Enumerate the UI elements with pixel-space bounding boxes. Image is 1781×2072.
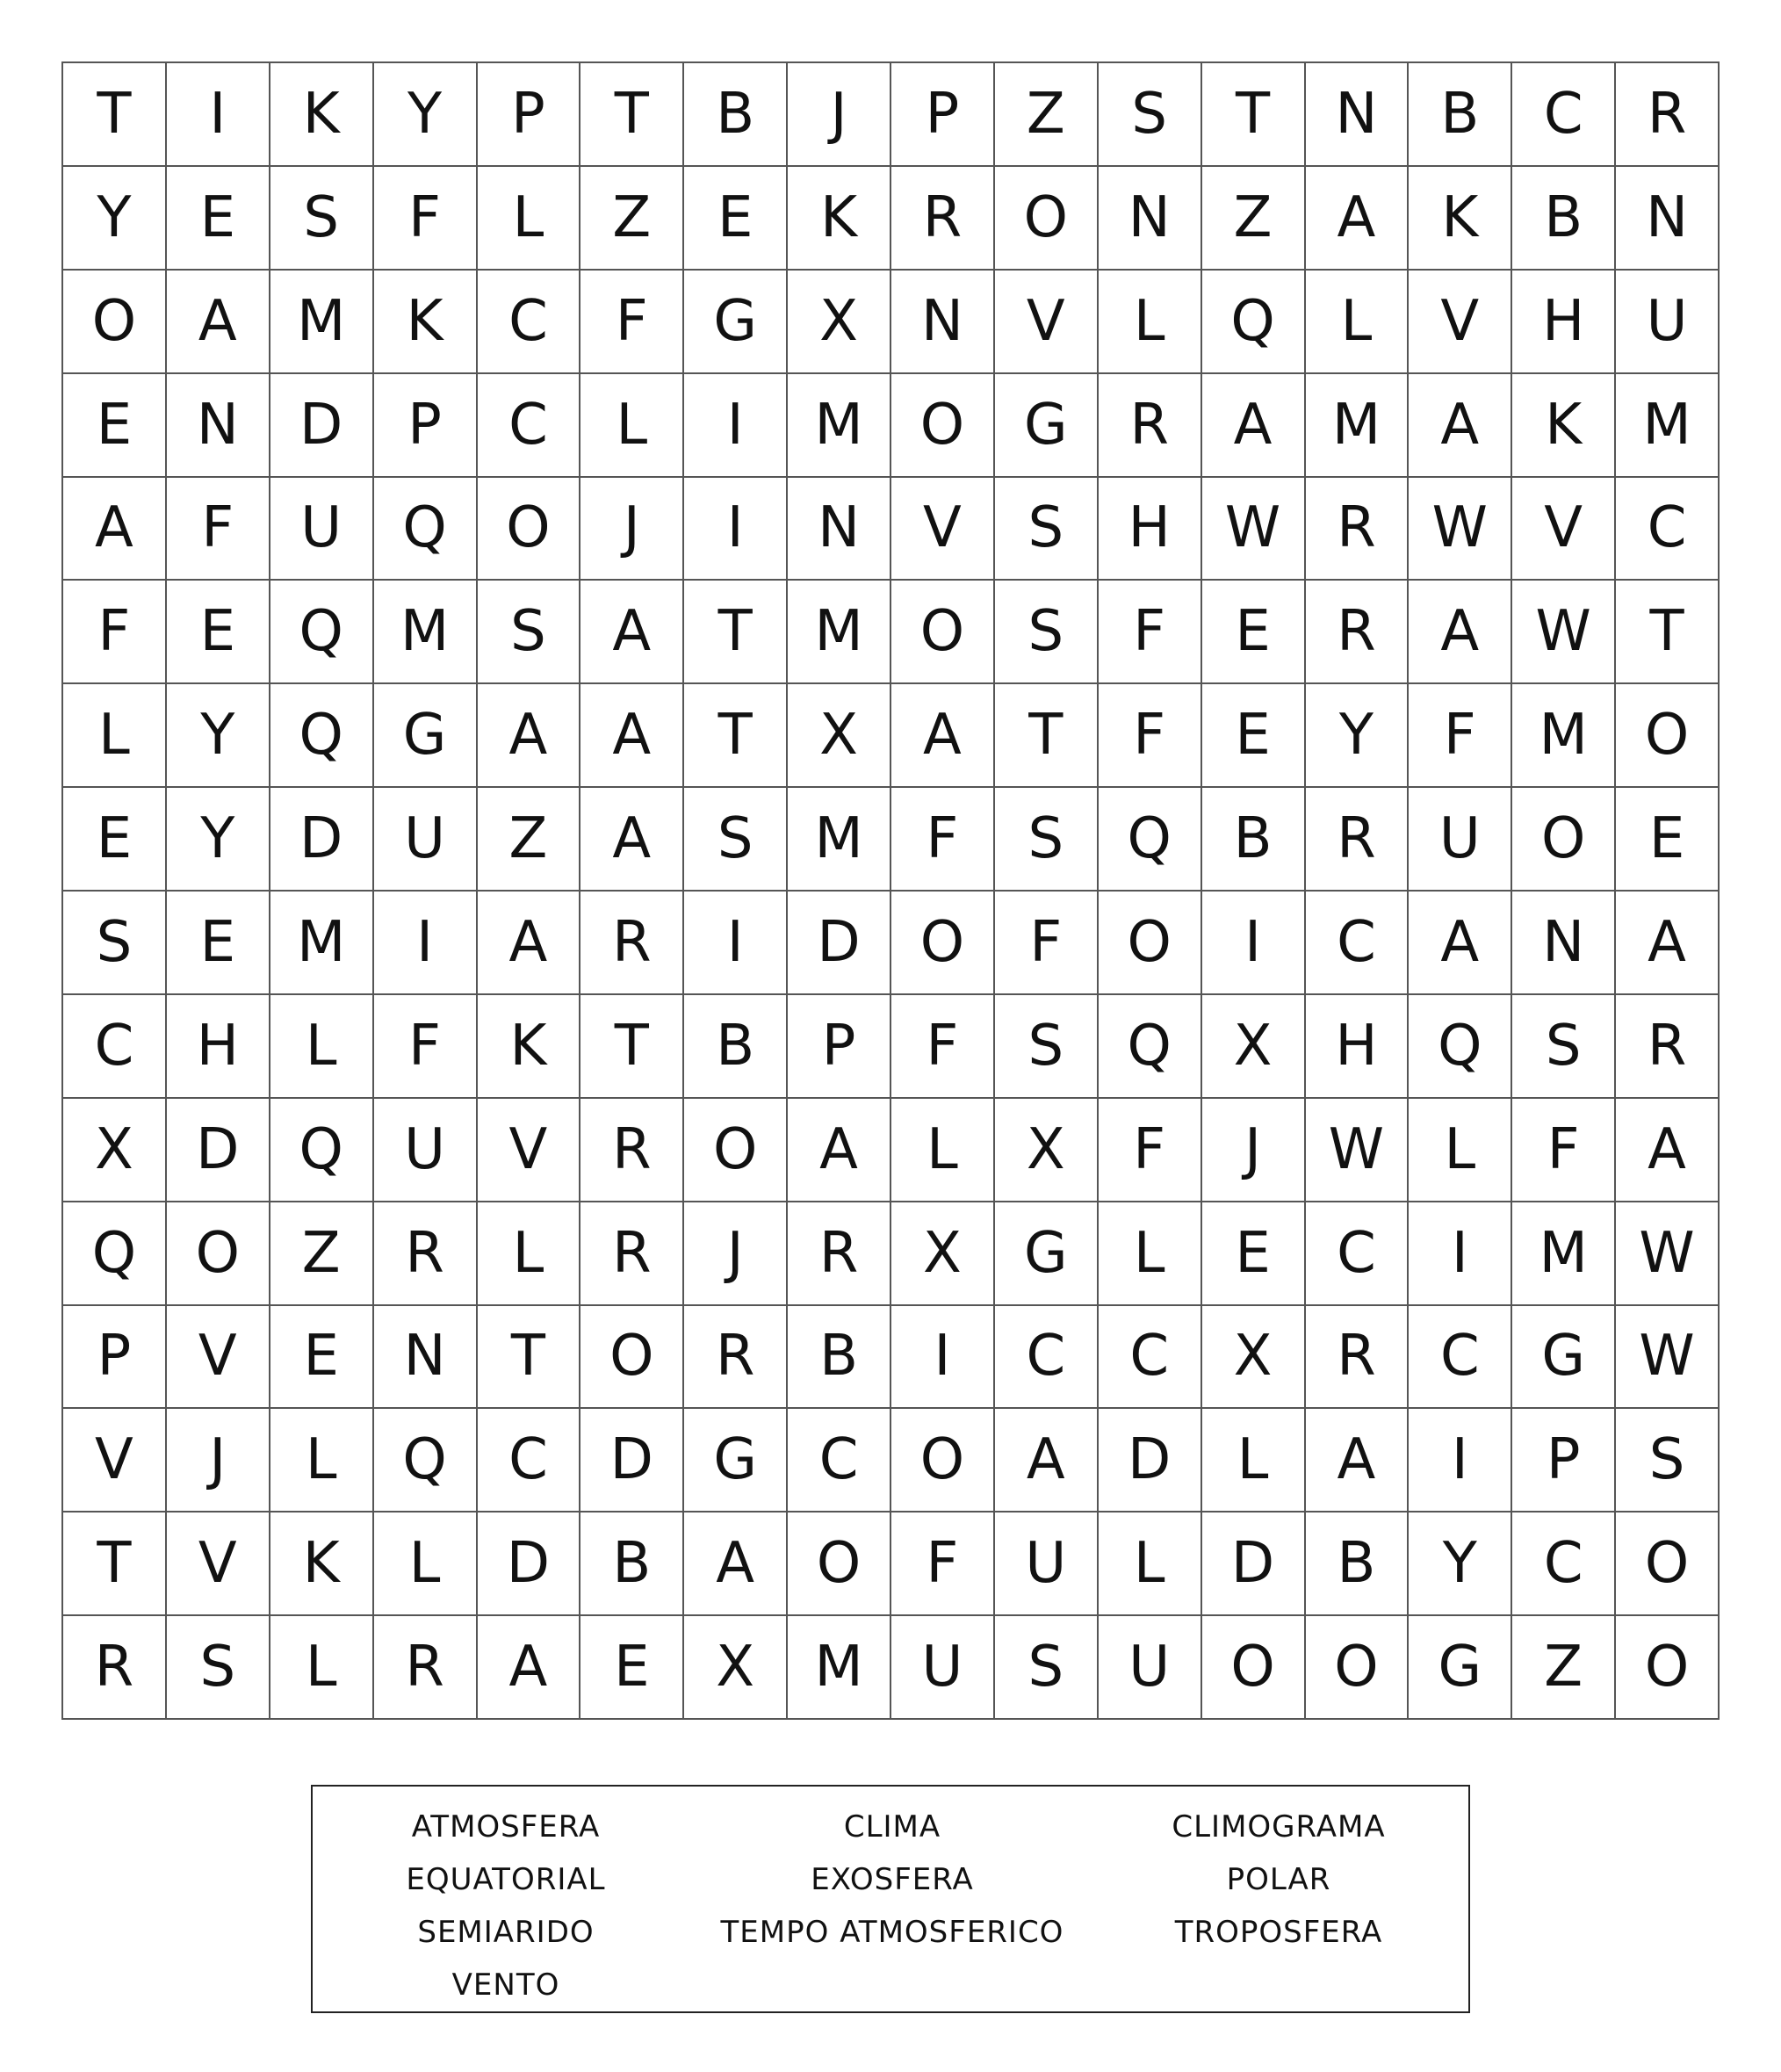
grid-cell[interactable]: C <box>1409 1306 1512 1410</box>
grid-cell[interactable]: Y <box>1306 684 1410 788</box>
word-list <box>313 1801 1472 2011</box>
grid-cell[interactable]: C <box>478 374 581 478</box>
grid-cell[interactable]: N <box>1306 63 1410 167</box>
grid-cell[interactable]: P <box>478 63 581 167</box>
grid-cell[interactable]: B <box>1202 788 1306 892</box>
grid-cell[interactable]: V <box>1512 478 1616 581</box>
grid-cell[interactable]: N <box>374 1306 478 1410</box>
grid-cell[interactable]: D <box>1202 1512 1306 1616</box>
grid-cell[interactable]: S <box>1099 63 1202 167</box>
grid-cell[interactable]: D <box>478 1512 581 1616</box>
grid-cell[interactable]: U <box>374 788 478 892</box>
grid-cell[interactable]: L <box>478 1202 581 1306</box>
grid-cell[interactable]: Z <box>995 63 1099 167</box>
grid-cell[interactable]: B <box>1306 1512 1410 1616</box>
grid-cell[interactable]: W <box>1512 581 1616 684</box>
grid-cell[interactable]: X <box>788 684 891 788</box>
grid-cell[interactable]: F <box>374 995 478 1099</box>
grid-cell[interactable]: S <box>995 478 1099 581</box>
grid-cell[interactable]: J <box>788 63 891 167</box>
grid-cell[interactable]: O <box>684 1099 788 1202</box>
grid-cell[interactable]: F <box>167 478 270 581</box>
grid-cell[interactable]: K <box>1409 167 1512 271</box>
grid-cell[interactable]: M <box>788 1616 891 1720</box>
grid-cell[interactable]: T <box>684 581 788 684</box>
grid-cell[interactable]: B <box>788 1306 891 1410</box>
grid-cell[interactable]: T <box>684 684 788 788</box>
grid-cell[interactable]: A <box>1409 374 1512 478</box>
grid-cell[interactable]: X <box>1202 1306 1306 1410</box>
grid-cell[interactable]: E <box>167 581 270 684</box>
grid-cell[interactable]: A <box>1409 892 1512 995</box>
grid-cell[interactable]: S <box>167 1616 270 1720</box>
grid-cell[interactable]: A <box>995 1409 1099 1512</box>
grid-cell[interactable]: Y <box>167 788 270 892</box>
grid-cell[interactable]: J <box>684 1202 788 1306</box>
grid-cell[interactable]: K <box>788 167 891 271</box>
grid-cell[interactable]: R <box>374 1616 478 1720</box>
grid-cell[interactable]: D <box>1099 1409 1202 1512</box>
grid-cell[interactable]: F <box>891 995 995 1099</box>
grid-cell[interactable]: S <box>478 581 581 684</box>
grid-cell[interactable]: X <box>1202 995 1306 1099</box>
grid-cell[interactable]: Q <box>270 581 374 684</box>
word-search-grid <box>61 61 1720 1720</box>
grid-cell[interactable]: G <box>684 271 788 374</box>
grid-cell[interactable]: G <box>1409 1616 1512 1720</box>
grid-cell[interactable]: R <box>1616 995 1720 1099</box>
grid-cell[interactable]: E <box>580 1616 684 1720</box>
grid-cell[interactable]: T <box>995 684 1099 788</box>
grid-cell[interactable]: M <box>1512 684 1616 788</box>
grid-cell[interactable]: H <box>1512 271 1616 374</box>
grid-cell[interactable]: B <box>580 1512 684 1616</box>
grid-cell[interactable]: A <box>1409 581 1512 684</box>
grid-cell[interactable]: V <box>167 1306 270 1410</box>
grid-cell[interactable]: F <box>891 788 995 892</box>
grid-cell[interactable]: A <box>1616 892 1720 995</box>
grid-cell[interactable]: S <box>1616 1409 1720 1512</box>
grid-cell[interactable]: M <box>788 374 891 478</box>
grid-cell[interactable]: I <box>374 892 478 995</box>
grid-cell[interactable]: P <box>63 1306 167 1410</box>
grid-cell[interactable]: I <box>684 478 788 581</box>
grid-cell[interactable]: V <box>1409 271 1512 374</box>
grid-cell[interactable]: Y <box>374 63 478 167</box>
grid-cell[interactable]: I <box>1202 892 1306 995</box>
grid-cell[interactable]: A <box>1306 1409 1410 1512</box>
grid-cell[interactable]: N <box>1616 167 1720 271</box>
grid-cell[interactable]: L <box>374 1512 478 1616</box>
grid-cell[interactable]: Q <box>270 1099 374 1202</box>
grid-cell[interactable]: F <box>995 892 1099 995</box>
word-list-item: VENTO <box>451 1967 560 2003</box>
grid-cell[interactable]: J <box>580 478 684 581</box>
grid-cell[interactable]: N <box>1099 167 1202 271</box>
grid-cell[interactable]: X <box>995 1099 1099 1202</box>
grid-cell[interactable]: C <box>478 1409 581 1512</box>
grid-cell[interactable]: R <box>891 167 995 271</box>
grid-cell[interactable]: S <box>1512 995 1616 1099</box>
grid-cell[interactable]: A <box>167 271 270 374</box>
grid-cell[interactable]: R <box>684 1306 788 1410</box>
grid-cell[interactable]: O <box>891 374 995 478</box>
word-list-item: CLIMOGRAMA <box>1172 1809 1386 1845</box>
grid-cell[interactable]: F <box>1099 1099 1202 1202</box>
grid-cell[interactable]: C <box>478 271 581 374</box>
word-list-box <box>311 1785 1470 2013</box>
grid-cell[interactable]: M <box>270 892 374 995</box>
grid-cell[interactable]: M <box>1512 1202 1616 1306</box>
grid-cell[interactable]: E <box>1202 1202 1306 1306</box>
grid-cell[interactable]: T <box>580 995 684 1099</box>
grid-cell[interactable]: R <box>580 1099 684 1202</box>
grid-cell[interactable]: R <box>1306 1306 1410 1410</box>
word-list-item: POLAR <box>1226 1862 1331 1897</box>
word-list-item: ATMOSFERA <box>411 1809 601 1845</box>
grid-cell[interactable]: U <box>1099 1616 1202 1720</box>
grid-cell[interactable]: E <box>167 167 270 271</box>
grid-cell[interactable]: O <box>1616 1512 1720 1616</box>
grid-cell[interactable]: C <box>1306 1202 1410 1306</box>
grid-cell[interactable]: T <box>1616 581 1720 684</box>
grid-cell[interactable]: O <box>1616 1616 1720 1720</box>
grid-cell[interactable]: N <box>167 374 270 478</box>
grid-cell[interactable]: C <box>1099 1306 1202 1410</box>
grid-cell[interactable]: Z <box>1202 167 1306 271</box>
grid-cell[interactable]: F <box>1512 1099 1616 1202</box>
grid-cell[interactable]: J <box>1202 1099 1306 1202</box>
grid-cell[interactable]: T <box>63 63 167 167</box>
grid-cell[interactable]: E <box>167 892 270 995</box>
grid-cell[interactable]: O <box>1099 892 1202 995</box>
grid-cell[interactable]: W <box>1616 1306 1720 1410</box>
grid-cell[interactable]: O <box>1306 1616 1410 1720</box>
grid-cell[interactable]: U <box>1409 788 1512 892</box>
grid-cell[interactable]: S <box>995 1616 1099 1720</box>
grid-cell[interactable]: F <box>580 271 684 374</box>
grid-cell[interactable]: X <box>891 1202 995 1306</box>
grid-cell[interactable]: C <box>63 995 167 1099</box>
grid-cell[interactable]: R <box>580 892 684 995</box>
grid-cell[interactable]: A <box>63 478 167 581</box>
grid-cell[interactable]: L <box>270 995 374 1099</box>
grid-cell[interactable]: R <box>1099 374 1202 478</box>
grid-cell[interactable]: K <box>374 271 478 374</box>
grid-cell[interactable]: L <box>891 1099 995 1202</box>
grid-cell[interactable]: E <box>1202 581 1306 684</box>
grid-cell[interactable]: O <box>1512 788 1616 892</box>
word-list-item: TEMPO ATMOSFERICO <box>720 1915 1064 1950</box>
grid-cell[interactable]: U <box>1616 271 1720 374</box>
grid-cell[interactable]: D <box>580 1409 684 1512</box>
grid-cell[interactable]: Q <box>374 1409 478 1512</box>
grid-cell[interactable]: L <box>270 1616 374 1720</box>
grid-cell[interactable]: H <box>1099 478 1202 581</box>
grid-cell[interactable]: P <box>891 63 995 167</box>
grid-cell[interactable]: E <box>270 1306 374 1410</box>
grid-cell[interactable]: U <box>270 478 374 581</box>
grid-cell[interactable]: O <box>1616 684 1720 788</box>
grid-cell[interactable]: Z <box>1512 1616 1616 1720</box>
grid-cell[interactable]: S <box>63 892 167 995</box>
grid-cell[interactable]: R <box>788 1202 891 1306</box>
grid-cell[interactable]: E <box>1616 788 1720 892</box>
grid-cell[interactable]: Z <box>478 788 581 892</box>
grid-cell[interactable]: E <box>1202 684 1306 788</box>
grid-cell[interactable]: X <box>63 1099 167 1202</box>
grid-cell[interactable]: C <box>1512 1512 1616 1616</box>
grid-cell[interactable]: A <box>478 1616 581 1720</box>
grid-cell[interactable]: I <box>167 63 270 167</box>
grid-cell[interactable]: L <box>1099 271 1202 374</box>
grid-cell[interactable]: O <box>167 1202 270 1306</box>
grid-cell[interactable]: I <box>1409 1202 1512 1306</box>
grid-cell[interactable]: L <box>1409 1099 1512 1202</box>
grid-cell[interactable]: T <box>580 63 684 167</box>
grid-cell[interactable]: I <box>1409 1409 1512 1512</box>
grid-cell[interactable]: M <box>374 581 478 684</box>
grid-cell[interactable]: V <box>891 478 995 581</box>
grid-cell[interactable]: U <box>374 1099 478 1202</box>
grid-cell[interactable]: W <box>1409 478 1512 581</box>
grid-cell[interactable]: E <box>63 374 167 478</box>
grid-cell[interactable]: E <box>684 167 788 271</box>
grid-cell[interactable]: A <box>580 684 684 788</box>
grid-cell[interactable]: K <box>270 63 374 167</box>
word-list-item: SEMIARIDO <box>417 1915 595 1950</box>
grid-cell[interactable]: S <box>995 995 1099 1099</box>
grid-cell[interactable]: A <box>1616 1099 1720 1202</box>
grid-cell[interactable]: C <box>1306 892 1410 995</box>
grid-cell[interactable]: S <box>995 788 1099 892</box>
grid-cell[interactable]: F <box>1409 684 1512 788</box>
grid-cell[interactable]: B <box>684 63 788 167</box>
grid-cell[interactable]: A <box>478 684 581 788</box>
grid-cell[interactable]: N <box>891 271 995 374</box>
grid-cell[interactable]: F <box>374 167 478 271</box>
grid-cell[interactable]: I <box>891 1306 995 1410</box>
grid-cell[interactable]: Y <box>167 684 270 788</box>
grid-cell[interactable]: V <box>478 1099 581 1202</box>
grid-cell[interactable]: V <box>995 271 1099 374</box>
grid-cell[interactable]: Q <box>374 478 478 581</box>
grid-cell[interactable]: O <box>580 1306 684 1410</box>
grid-cell[interactable]: F <box>1099 684 1202 788</box>
grid-cell[interactable]: P <box>374 374 478 478</box>
grid-cell[interactable]: Q <box>63 1202 167 1306</box>
grid-cell[interactable]: V <box>167 1512 270 1616</box>
grid-cell[interactable]: R <box>1616 63 1720 167</box>
grid-cell[interactable]: W <box>1202 478 1306 581</box>
grid-cell[interactable]: D <box>270 374 374 478</box>
grid-cell[interactable]: L <box>1306 271 1410 374</box>
grid-cell[interactable]: G <box>684 1409 788 1512</box>
grid-cell[interactable]: M <box>270 271 374 374</box>
grid-cell[interactable]: A <box>891 684 995 788</box>
grid-cell[interactable]: A <box>580 581 684 684</box>
grid-cell[interactable]: Q <box>1099 995 1202 1099</box>
grid-cell[interactable]: O <box>995 167 1099 271</box>
grid-cell[interactable]: M <box>1616 374 1720 478</box>
grid-cell[interactable]: Q <box>1409 995 1512 1099</box>
grid-cell[interactable]: G <box>374 684 478 788</box>
grid-cell[interactable]: Y <box>1409 1512 1512 1616</box>
grid-cell[interactable]: A <box>684 1512 788 1616</box>
grid-cell[interactable]: O <box>891 1409 995 1512</box>
grid-cell[interactable]: N <box>788 478 891 581</box>
grid-cell[interactable]: H <box>1306 995 1410 1099</box>
grid-cell[interactable]: K <box>1512 374 1616 478</box>
grid-cell[interactable]: O <box>788 1512 891 1616</box>
grid-cell[interactable]: R <box>1306 788 1410 892</box>
grid-cell[interactable]: L <box>478 167 581 271</box>
grid-cell[interactable]: A <box>788 1099 891 1202</box>
grid-cell[interactable]: T <box>1202 63 1306 167</box>
grid-cell[interactable]: T <box>478 1306 581 1410</box>
grid-cell[interactable]: C <box>1616 478 1720 581</box>
grid-cell[interactable]: B <box>684 995 788 1099</box>
grid-cell[interactable]: L <box>1202 1409 1306 1512</box>
grid-cell[interactable]: L <box>63 684 167 788</box>
grid-cell[interactable]: M <box>788 788 891 892</box>
grid-cell[interactable]: O <box>891 892 995 995</box>
grid-cell[interactable]: L <box>270 1409 374 1512</box>
grid-cell[interactable]: S <box>995 581 1099 684</box>
word-list-item: EQUATORIAL <box>406 1862 606 1897</box>
grid-cell[interactable]: O <box>891 581 995 684</box>
grid-cell[interactable]: R <box>63 1616 167 1720</box>
grid-cell[interactable]: X <box>788 271 891 374</box>
grid-cell[interactable]: S <box>684 788 788 892</box>
grid-cell[interactable]: Y <box>63 167 167 271</box>
grid-cell[interactable]: O <box>478 478 581 581</box>
grid-cell[interactable]: G <box>995 1202 1099 1306</box>
grid-cell[interactable]: F <box>891 1512 995 1616</box>
grid-cell[interactable]: G <box>995 374 1099 478</box>
grid-cell[interactable]: L <box>580 374 684 478</box>
grid-cell[interactable]: A <box>1306 167 1410 271</box>
grid-cell[interactable]: R <box>374 1202 478 1306</box>
grid-cell[interactable]: J <box>167 1409 270 1512</box>
grid-cell[interactable]: C <box>788 1409 891 1512</box>
grid-cell[interactable]: W <box>1306 1099 1410 1202</box>
grid-cell[interactable]: I <box>684 892 788 995</box>
grid-cell[interactable]: B <box>1409 63 1512 167</box>
grid-cell[interactable]: R <box>580 1202 684 1306</box>
grid-cell[interactable]: L <box>1099 1202 1202 1306</box>
grid-cell[interactable]: U <box>891 1616 995 1720</box>
grid-cell[interactable]: I <box>684 374 788 478</box>
grid-cell[interactable]: E <box>63 788 167 892</box>
grid-cell[interactable]: G <box>1512 1306 1616 1410</box>
grid-cell[interactable]: A <box>580 788 684 892</box>
grid-cell[interactable]: K <box>478 995 581 1099</box>
grid-cell[interactable]: Q <box>270 684 374 788</box>
grid-cell[interactable]: A <box>1202 374 1306 478</box>
grid-cell[interactable]: B <box>1512 167 1616 271</box>
grid-cell[interactable]: M <box>1306 374 1410 478</box>
grid-cell[interactable]: T <box>63 1512 167 1616</box>
word-list-item: CLIMA <box>843 1809 941 1845</box>
grid-cell[interactable]: C <box>1512 63 1616 167</box>
grid-cell[interactable]: V <box>63 1409 167 1512</box>
word-list-item: TROPOSFERA <box>1174 1915 1383 1950</box>
grid-cell[interactable]: Q <box>1202 271 1306 374</box>
word-list-item: EXOSFERA <box>811 1862 974 1897</box>
grid-cell[interactable]: U <box>995 1512 1099 1616</box>
grid-cell[interactable]: C <box>995 1306 1099 1410</box>
grid-cell[interactable]: D <box>167 1099 270 1202</box>
grid-cell[interactable]: Z <box>270 1202 374 1306</box>
grid-cell[interactable]: D <box>270 788 374 892</box>
grid-cell[interactable]: F <box>1099 581 1202 684</box>
grid-cell[interactable]: Z <box>580 167 684 271</box>
grid-cell[interactable]: O <box>63 271 167 374</box>
grid-cell[interactable]: R <box>1306 478 1410 581</box>
grid-cell[interactable]: K <box>270 1512 374 1616</box>
grid-cell[interactable]: N <box>1512 892 1616 995</box>
grid-cell[interactable]: X <box>684 1616 788 1720</box>
grid-cell[interactable]: M <box>788 581 891 684</box>
grid-cell[interactable]: Q <box>1099 788 1202 892</box>
grid-cell[interactable]: F <box>63 581 167 684</box>
grid-cell[interactable]: P <box>788 995 891 1099</box>
grid-cell[interactable]: R <box>1306 581 1410 684</box>
grid-cell[interactable]: O <box>1202 1616 1306 1720</box>
grid-cell[interactable]: H <box>167 995 270 1099</box>
grid-cell[interactable]: W <box>1616 1202 1720 1306</box>
grid-cell[interactable]: L <box>1099 1512 1202 1616</box>
grid-cell[interactable]: A <box>478 892 581 995</box>
grid-cell[interactable]: S <box>270 167 374 271</box>
grid-cell[interactable]: P <box>1512 1409 1616 1512</box>
grid-cell[interactable]: D <box>788 892 891 995</box>
